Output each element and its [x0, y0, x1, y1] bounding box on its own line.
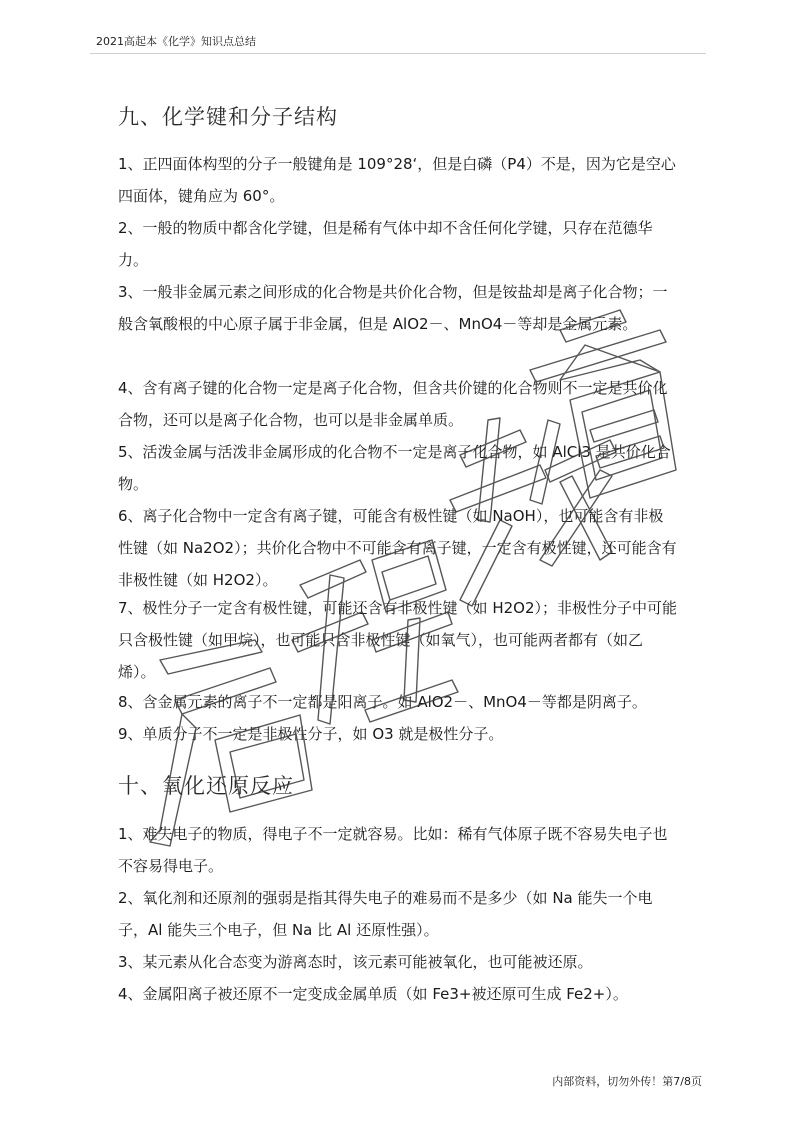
paragraph-8: 8、含金属元素的离子不一定都是阳离子。如 AlO2－、MnO4－等都是阴离子。	[118, 693, 647, 711]
redox-paragraph-2: 2、氧化剂和还原剂的强弱是指其得失电子的难易而不是多少（如 Na 能失一个电子，Al 能失三个电子，但 Na 比 Al 还原性强）。	[118, 889, 653, 939]
paragraph-1: 1、正四面体构型的分子一般键角是 109°28‘，但是白磷（P4）不是，因为它是空心四面体，键角应为 60°。	[118, 155, 676, 205]
paragraph-3: 3、一般非金属元素之间形成的化合物是共价化合物，但是铵盐却是离子化合物；一般含氧酸根的中心原子属于非金属，但是 AlO2－、MnO4－等却是金属元素。	[118, 283, 668, 333]
page-header: 2021高起本《化学》知识点总结	[96, 35, 256, 48]
redox-paragraph-4: 4、金属阳离子被还原不一定变成金属单质（如 Fe3+被还原可生成 Fe2+）。	[118, 985, 628, 1003]
paragraph-6: 6、离子化合物中一定含有离子键，可能含有极性键（如 NaOH），也可能含有非极性键（如 Na2O2）；共价化合物中不可能含有离子键，一定含有极性键，还可能含有非极性键（如 H2O2）。	[118, 507, 677, 589]
paragraph-5: 5、活泼金属与活泼非金属形成的化合物不一定是离子化合物，如 AlCl3 是共价化合物。	[118, 443, 671, 493]
redox-paragraph-1: 1、难失电子的物质，得电子不一定就容易。比如：稀有气体原子既不容易失电子也不容易得电子。	[118, 825, 668, 875]
header-divider	[90, 53, 706, 54]
page-footer: 内部资料，切勿外传！第7/8页	[552, 1075, 702, 1088]
redox-paragraph-3: 3、某元素从化合态变为游离态时，该元素可能被氧化，也可能被还原。	[118, 953, 593, 971]
section-title-redox: 十、氧化还原反应	[118, 774, 294, 798]
paragraph-4: 4、含有离子键的化合物一定是离子化合物，但含共价键的化合物则不一定是共价化合物，还可以是离子化合物，也可以是非金属单质。	[118, 379, 668, 429]
paragraph-9: 9、单质分子不一定是非极性分子，如 O3 就是极性分子。	[118, 725, 504, 743]
paragraph-7: 7、极性分子一定含有极性键，可能还含有非极性键（如 H2O2）；非极性分子中可能只含极性键（如甲烷），也可能只含非极性键（如氧气），也可能两者都有（如乙烯）。	[118, 599, 677, 681]
paragraph-2: 2、一般的物质中都含化学键，但是稀有气体中却不含任何化学键，只存在范德华力。	[118, 219, 653, 269]
section-title-chemical-bonds: 九、化学键和分子结构	[118, 105, 338, 129]
